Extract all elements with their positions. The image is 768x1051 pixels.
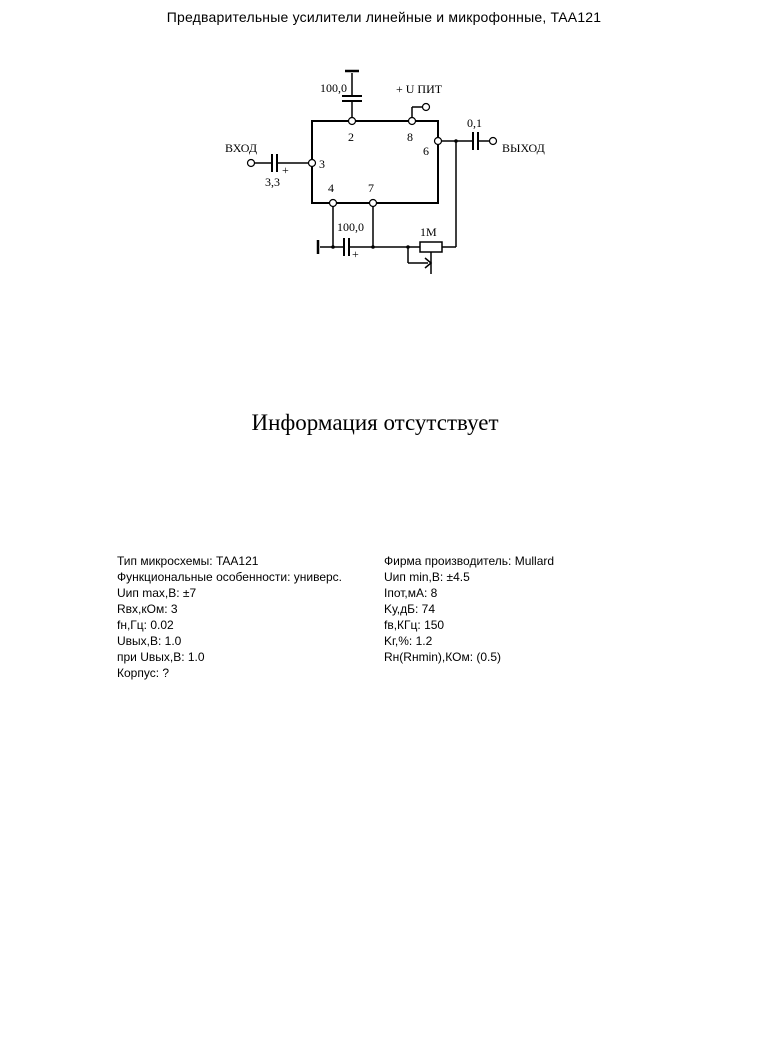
pin6-label: 6	[423, 144, 429, 158]
spec-current: Iпот,мА: 8	[384, 586, 438, 600]
pin8-terminal	[409, 118, 416, 125]
cap-out-label: 0,1	[467, 116, 482, 130]
cap-in-plus-label: +	[282, 163, 289, 177]
spec-features: Функциональные особенности: универс.	[117, 570, 343, 584]
spec-package: Корпус: ?	[117, 666, 170, 680]
spec-row	[117, 649, 644, 665]
spec-supply-max: Uип max,В: ±7	[117, 586, 197, 600]
spec-row	[117, 569, 644, 585]
circuit-schematic	[0, 0, 768, 300]
spec-chip-type: Тип микросхемы: TAA121	[117, 554, 259, 568]
spec-empty	[384, 665, 644, 681]
pin7-label: 7	[368, 181, 374, 195]
spec-supply-min: Uип min,В: ±4.5	[384, 570, 470, 584]
spec-distortion: Kг,%: 1.2	[384, 634, 433, 648]
spec-manufacturer: Фирма производитель: Mullard	[384, 554, 555, 568]
junction-trim	[406, 245, 410, 249]
cap-bottom-label: 100,0	[337, 220, 364, 234]
input-label: ВХОД	[225, 141, 258, 155]
spec-row	[117, 601, 644, 617]
pin7-terminal	[370, 200, 377, 207]
pin6-terminal	[435, 138, 442, 145]
output-label: ВЫХОД	[502, 141, 545, 155]
cap-in-label: 3,3	[265, 175, 280, 189]
resistor-body	[420, 242, 442, 252]
spec-row	[117, 585, 644, 601]
pin8-label: 8	[407, 130, 413, 144]
pin3-terminal	[309, 160, 316, 167]
resistor-label: 1М	[420, 225, 437, 239]
spec-low-freq: fн,Гц: 0.02	[117, 618, 174, 632]
cap-bottom-plus-label: +	[352, 247, 359, 261]
junction-output	[454, 139, 458, 143]
pin2-terminal	[349, 118, 356, 125]
spec-load-resistance: Rн(Rнmin),КОм: (0.5)	[384, 650, 502, 664]
pin4-terminal	[330, 200, 337, 207]
no-info-message: Информация отсутствует	[251, 410, 499, 435]
spec-at-output-voltage: при Uвых,В: 1.0	[117, 650, 205, 664]
spec-row	[117, 553, 644, 569]
supply-terminal	[423, 104, 430, 111]
spec-row	[117, 617, 644, 633]
input-terminal	[248, 160, 255, 167]
cap-top-label: 100,0	[320, 81, 347, 95]
junction-pin7	[371, 245, 375, 249]
pin2-label: 2	[348, 130, 354, 144]
pin4-label: 4	[328, 181, 334, 195]
spec-input-resistance: Rвх,кОм: 3	[117, 602, 178, 616]
pin3-label: 3	[319, 157, 325, 171]
spec-gain: Kу,дБ: 74	[384, 602, 436, 616]
spec-high-freq: fв,КГц: 150	[384, 618, 445, 632]
specs-table	[117, 553, 644, 681]
page-title: Предварительные усилители линейные и микрофонные, TAA121	[166, 9, 602, 25]
supply-label: + U ПИТ	[396, 82, 443, 96]
spec-row	[117, 665, 644, 681]
spec-output-voltage: Uвых,В: 1.0	[117, 634, 182, 648]
junction-pin4	[331, 245, 335, 249]
spec-row	[117, 633, 644, 649]
output-terminal	[490, 138, 497, 145]
